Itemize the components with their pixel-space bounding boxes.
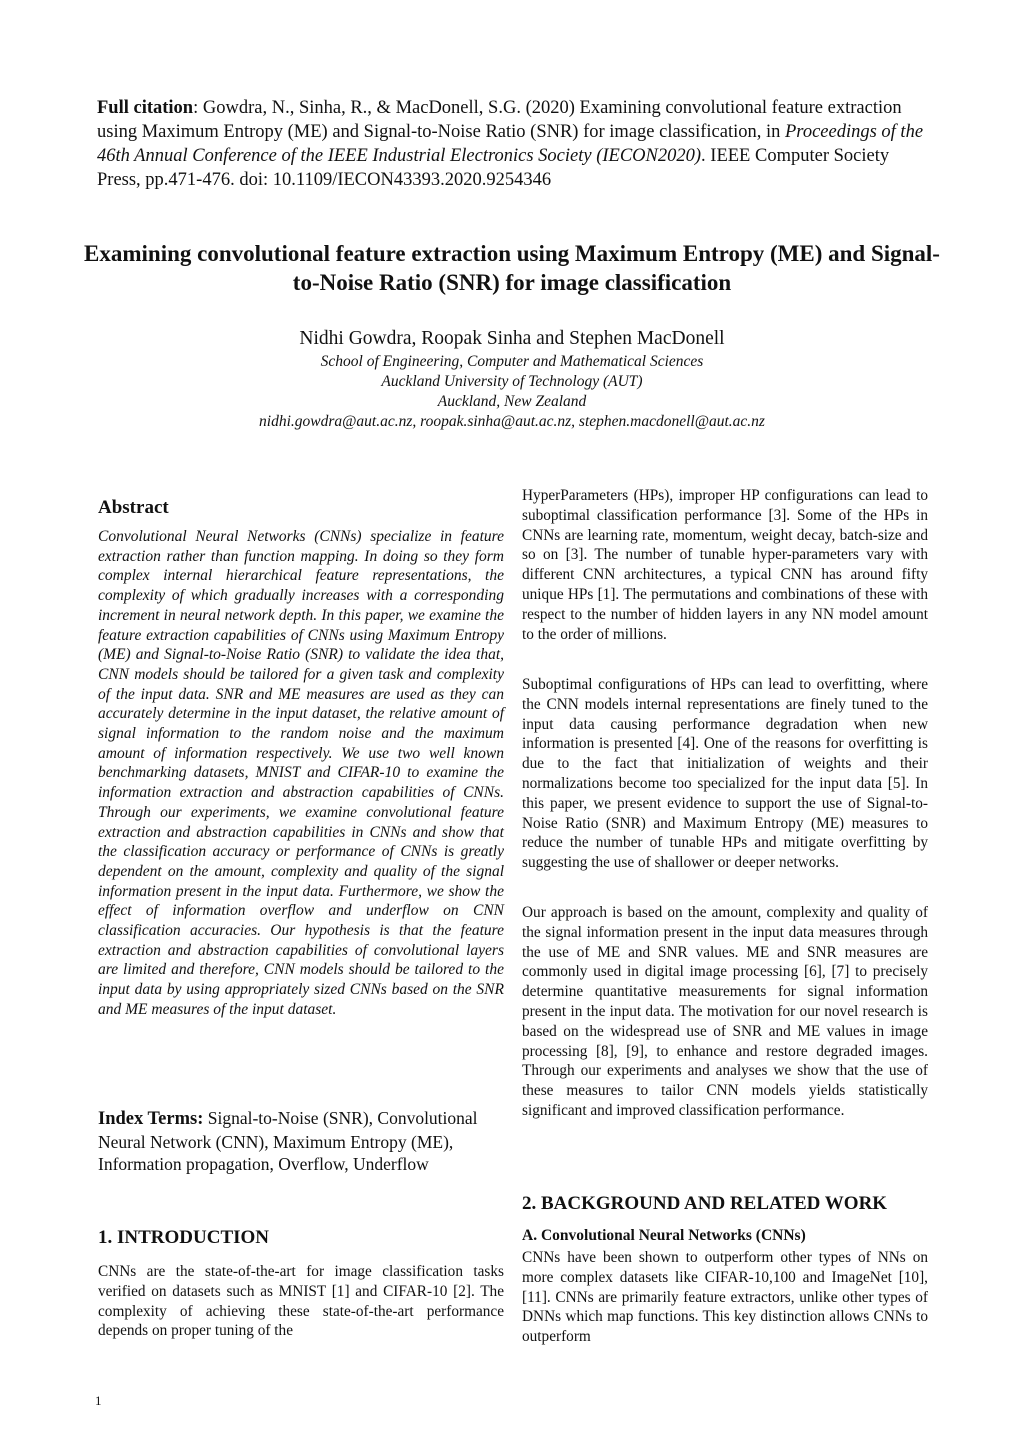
intro-paragraph-1: CNNs are the state-of-the-art for image classification tasks verified on datasets such as MNIST [1] and CIFAR-10 [2]. The complexity of achieving these state-of-the-art performance depends on proper tuning of the <box>98 1263 504 1340</box>
right-paragraph-2: Suboptimal configurations of HPs can lead to overfitting, where the CNN models internal representations are finely tuned to the input data causing performance degradation when new information is presented [4]. One of the reasons for overfitting is due to the fact that initialization of weights and their normalizations become too specialized for the input data [5]. In this paper, we present evidence to support the use of Signal-to-Noise Ratio (SNR) and Maximum Entropy (ME) measures to reduce the number of tunable HPs and mitigate overfitting by suggesting the use of shallower or deeper networks. <box>522 676 928 872</box>
affiliation-university: Auckland University of Technology (AUT) <box>381 373 643 390</box>
index-terms <box>98 1107 498 1176</box>
authors: Nidhi Gowdra, Roopak Sinha and Stephen MacDonell <box>299 328 725 349</box>
right-paragraph-4: CNNs have been shown to outperform other types of NNs on more complex datasets like CIFAR-10,100 and ImageNet [10], [11]. CNNs are primarily feature extractors, unlike other types of DNNs which map functions. This key distinction allows CNNs to outperform <box>522 1249 928 1346</box>
index-terms-label: Index Terms: <box>98 1109 204 1129</box>
affiliation-location: Auckland, New Zealand <box>437 393 587 410</box>
citation-text: : Gowdra, N., Sinha, R., & MacDonell, S.G. (2020) Examining convolutional feature extraction using Maximum Entropy (ME) and Signal-to-Noise Ratio (SNR) for image classification, in <box>97 98 902 142</box>
page-number: 1 <box>95 1393 102 1408</box>
affiliation-school: School of Engineering, Computer and Mathematical Sciences <box>320 353 704 370</box>
right-paragraph-3: Our approach is based on the amount, complexity and quality of the signal information present in the input data measures through the use of ME and SNR values. ME and SNR measures are commonly used in digital image processing [6], [7] to precisely determine quantitative measurements for signal information present in the input data. The motivation for our novel research is based on the widespread use of SNR and ME values in image processing [8], [9], to enhance and restore degraded images. Through our experiments and analyses we show that the use of these measures to tailor CNN models yields statistically significant and improved classification performance. <box>522 904 928 1119</box>
citation-label: Full citation <box>97 98 194 118</box>
paper-title: Examining convolutional feature extraction using Maximum Entropy (ME) and Signal-to-Noise Ratio (SNR) for image classification <box>84 241 940 295</box>
index-terms-text: Signal-to-Noise (SNR), Convolutional Neural Network (CNN), Maximum Entropy (ME), Information propagation, Overflow, Underflow <box>98 1108 478 1174</box>
full-citation <box>97 96 929 192</box>
author-emails: nidhi.gowdra@aut.ac.nz, roopak.sinha@aut.ac.nz, stephen.macdonell@aut.ac.nz <box>259 413 765 430</box>
abstract-heading: Abstract <box>98 497 169 518</box>
cnn-subheading: A. Convolutional Neural Networks (CNNs) <box>522 1227 806 1244</box>
background-heading: 2. BACKGROUND AND RELATED WORK <box>522 1193 888 1214</box>
citation-proceedings: Proceedings of the 46th Annual Conference of the IEEE Industrial Electronics Society (IECON2020) <box>97 122 924 166</box>
abstract-body: Convolutional Neural Networks (CNNs) specialize in feature extraction rather than function mapping. In doing so they form complex internal hierarchical feature representations, the complexity of which gradually increases with a corresponding increment in neural network depth. In this paper, we examine the feature extraction capabilities of CNNs using Maximum Entropy (ME) and Signal-to-Noise Ratio (SNR) to validate the idea that, CNN models should be tailored for a given task and complexity of the input data. SNR and ME measures are used as they can accurately determine in the input dataset, the relative amount of signal information to the random noise and the maximum amount of information respectively. We use two well known benchmarking datasets, MNIST and CIFAR-10 to examine the information extraction and abstraction capabilities of CNNs. Through our experiments, we examine convolutional feature extraction and abstraction capabilities in CNNs and show that the classification accuracy or performance of CNNs is greatly dependent on the amount, complexity and quality of the signal information present in the input data. Furthermore, we show the effect of information overflow and underflow on CNN classification accuracies. Our hypothesis is that the feature extraction and abstraction capabilities of convolutional layers are limited and therefore, CNN models should be tailored to the input data by using appropriately sized CNNs based on the SNR and ME measures of the input dataset. <box>98 528 504 1018</box>
citation-publisher-doi: . IEEE Computer Society Press, pp.471-476. doi: 10.1109/IECON43393.2020.9254346 <box>97 146 890 190</box>
intro-heading: 1. INTRODUCTION <box>98 1227 270 1248</box>
right-paragraph-1: HyperParameters (HPs), improper HP configurations can lead to suboptimal classification performance [3]. Some of the HPs in CNNs are learning rate, momentum, weight decay, batch-size and so on [3]. The number of tunable hyper-parameters vary with different CNN architectures, a typical CNN has around fifty unique HPs [1]. The permutations and combinations of these with respect to the number of hidden layers in any NN model amount to the order of millions. <box>522 487 928 643</box>
